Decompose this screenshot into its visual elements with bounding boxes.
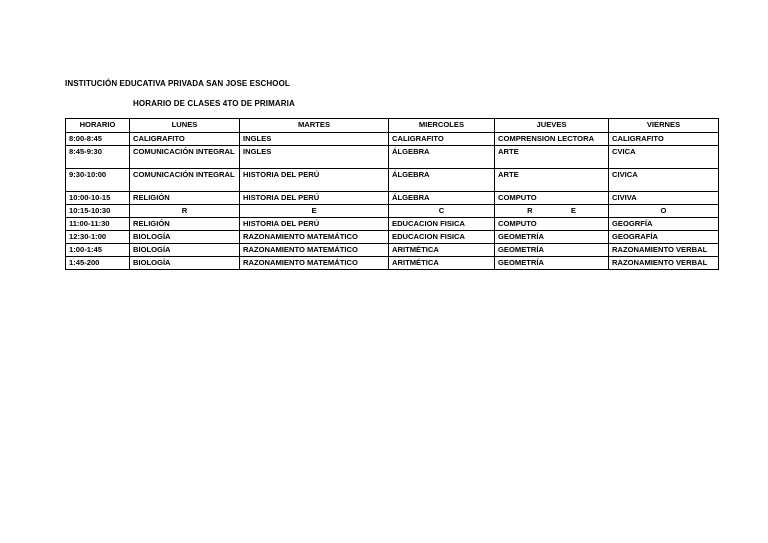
lunes-cell: RELIGIÓN	[130, 192, 240, 205]
recess-letter: O	[609, 205, 719, 218]
col-header-viernes: VIERNES	[609, 119, 719, 133]
viernes-cell: CIVIVA	[609, 192, 719, 205]
table-row	[66, 146, 719, 169]
viernes-cell: CALIGRAFITO	[609, 133, 719, 146]
viernes-cell: RAZONAMIENTO VERBAL	[609, 244, 719, 257]
miercoles-cell: CALIGRAFITO	[389, 133, 495, 146]
table-row	[66, 231, 719, 244]
jueves-cell: ARTE	[495, 169, 609, 192]
schedule-table	[65, 118, 719, 270]
jueves-cell: COMPRENSION LECTORA	[495, 133, 609, 146]
col-header-martes: MARTES	[240, 119, 389, 133]
time-cell: 9:30-10:00	[66, 169, 130, 192]
lunes-cell: BIOLOGÍA	[130, 231, 240, 244]
recess-letter: E	[240, 205, 389, 218]
table-row	[66, 244, 719, 257]
martes-cell: RAZONAMIENTO MATEMÁTICO	[240, 244, 389, 257]
miercoles-cell: ARITMÉTICA	[389, 257, 495, 270]
recess-letter: C	[389, 205, 495, 218]
time-cell: 8:45-9:30	[66, 146, 130, 169]
time-cell: 1:00-1:45	[66, 244, 130, 257]
recess-row	[66, 205, 719, 218]
jueves-cell: COMPUTO	[495, 218, 609, 231]
table-row	[66, 169, 719, 192]
miercoles-cell: ÁLGEBRA	[389, 169, 495, 192]
miercoles-cell: EDUCACION FISICA	[389, 231, 495, 244]
recess-letter: R	[130, 205, 240, 218]
jueves-cell: ARTE	[495, 146, 609, 169]
recess-time-cell: 10:15-10:30	[66, 205, 130, 218]
martes-cell: INGLES	[240, 133, 389, 146]
miercoles-cell: ÁLGEBRA	[389, 192, 495, 205]
martes-cell: HISTORIA DEL PERÚ	[240, 218, 389, 231]
martes-cell: RAZONAMIENTO MATEMÁTICO	[240, 257, 389, 270]
col-header-lunes: LUNES	[130, 119, 240, 133]
table-row	[66, 218, 719, 231]
jueves-cell: GEOMETRÍA	[495, 244, 609, 257]
martes-cell: HISTORIA DEL PERÚ	[240, 169, 389, 192]
time-cell: 12:30-1:00	[66, 231, 130, 244]
table-row	[66, 133, 719, 146]
col-header-jueves: JUEVES	[495, 119, 609, 133]
time-cell: 8:00-8:45	[66, 133, 130, 146]
lunes-cell: RELIGIÓN	[130, 218, 240, 231]
martes-cell: INGLES	[240, 146, 389, 169]
recess-letter-pair	[495, 205, 609, 218]
martes-cell: RAZONAMIENTO MATEMÁTICO	[240, 231, 389, 244]
table-row	[66, 257, 719, 270]
schedule-subtitle: HORARIO DE CLASES 4TO DE PRIMARIA	[133, 99, 295, 108]
viernes-cell: CIVICA	[609, 169, 719, 192]
col-header-miercoles: MIERCOLES	[389, 119, 495, 133]
time-cell: 1:45-200	[66, 257, 130, 270]
jueves-cell: COMPUTO	[495, 192, 609, 205]
martes-cell: HISTORIA DEL PERÚ	[240, 192, 389, 205]
jueves-cell: GEOMETRÍA	[495, 231, 609, 244]
header-row	[66, 119, 719, 133]
miercoles-cell: EDUCACION FISICA	[389, 218, 495, 231]
jueves-cell: GEOMETRÍA	[495, 257, 609, 270]
recess-letter: R	[527, 206, 533, 215]
viernes-cell: CVICA	[609, 146, 719, 169]
time-cell: 11:00-11:30	[66, 218, 130, 231]
viernes-cell: RAZONAMIENTO VERBAL	[609, 257, 719, 270]
viernes-cell: GEOGRFÍA	[609, 218, 719, 231]
lunes-cell: BIOLOGÍA	[130, 244, 240, 257]
lunes-cell: COMUNICACIÓN INTEGRAL	[130, 146, 240, 169]
viernes-cell: GEOGRAFÍA	[609, 231, 719, 244]
lunes-cell: BIOLOGÍA	[130, 257, 240, 270]
lunes-cell: CALIGRAFITO	[130, 133, 240, 146]
lunes-cell: COMUNICACIÓN INTEGRAL	[130, 169, 240, 192]
table-row	[66, 192, 719, 205]
time-cell: 10:00-10-15	[66, 192, 130, 205]
miercoles-cell: ARITMÉTICA	[389, 244, 495, 257]
school-title: INSTITUCIÓN EDUCATIVA PRIVADA SAN JOSE ESCHOOL	[65, 79, 290, 88]
miercoles-cell: ÁLGEBRA	[389, 146, 495, 169]
recess-letter: E	[570, 206, 576, 215]
col-header-horario: HORARIO	[66, 119, 130, 133]
